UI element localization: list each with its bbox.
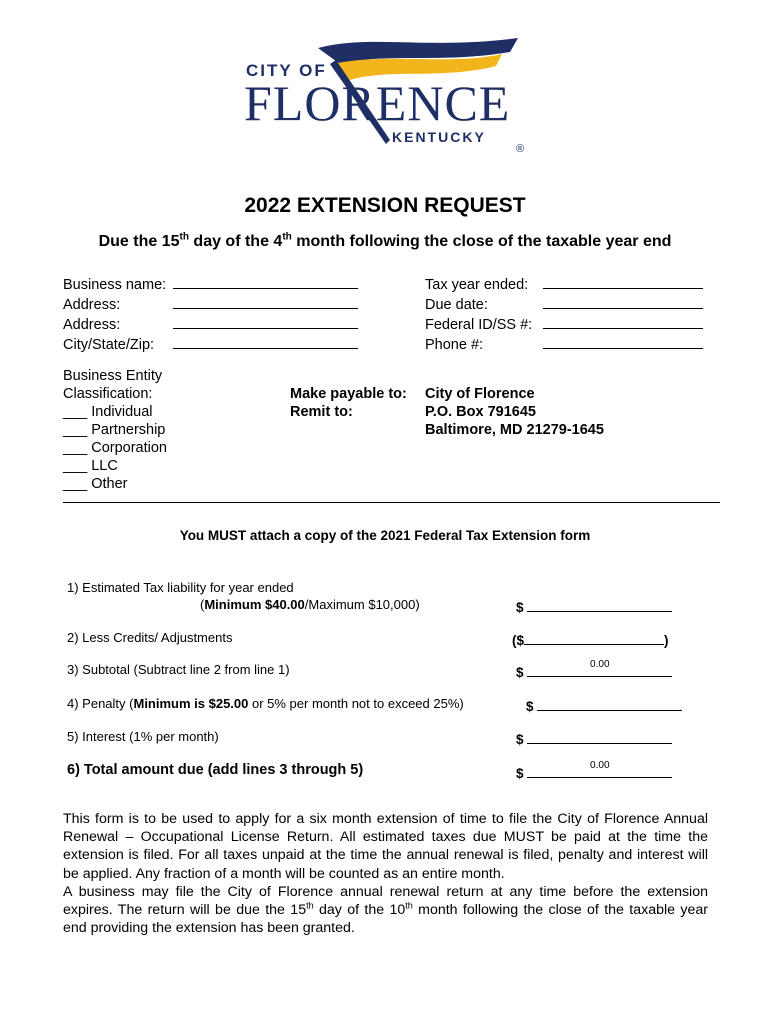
line6-label: 6) Total amount due (add lines 3 through 5) xyxy=(67,762,364,778)
payment-labels xyxy=(290,385,420,421)
federal-id-row xyxy=(425,314,710,334)
dollar-sign: $ xyxy=(526,699,534,714)
line1-minimum: Minimum $40.00 xyxy=(204,597,305,612)
para-sup: th xyxy=(306,900,314,911)
federal-id-label: Federal ID/SS #: xyxy=(425,317,533,333)
phone-input[interactable] xyxy=(543,334,703,349)
address1-label: Address: xyxy=(63,297,121,313)
tax-info-fields xyxy=(425,274,710,354)
subtitle-sup: th xyxy=(179,231,189,243)
line1-paren: ( xyxy=(200,597,205,612)
line5-label: 5) Interest (1% per month) xyxy=(67,729,219,744)
line1-amount xyxy=(516,596,672,615)
po-box: P.O. Box 791645 xyxy=(425,404,536,420)
line4-label xyxy=(67,696,464,711)
due-date-label: Due date: xyxy=(425,297,488,313)
phone-label: Phone #: xyxy=(425,337,484,353)
line4-minimum: Minimum is $25.00 xyxy=(133,696,249,711)
para-part: month following the close of the taxable year end providing the extension has been granted. xyxy=(63,902,708,937)
dollar-sign: $ xyxy=(516,766,524,781)
line3-amount xyxy=(516,661,672,680)
address2-row xyxy=(63,314,363,334)
line4-post: or 5% per month not to exceed 25%) xyxy=(248,696,464,711)
tax-year-row xyxy=(425,274,710,294)
line3-input[interactable] xyxy=(527,661,672,677)
subtitle-part: Due the 15 xyxy=(98,233,180,250)
form-title: 2022 EXTENSION REQUEST xyxy=(244,194,526,217)
tax-year-label: Tax year ended: xyxy=(425,277,529,293)
section-divider xyxy=(63,502,720,503)
due-date-input[interactable] xyxy=(543,294,703,309)
city-state-zip-label: City/State/Zip: xyxy=(63,337,155,353)
dollar-sign: $ xyxy=(516,665,524,680)
line1-input[interactable] xyxy=(527,596,672,612)
line6-input[interactable] xyxy=(527,762,672,778)
entity-option-other[interactable]: ___ Other xyxy=(63,476,128,492)
business-name-label: Business name: xyxy=(63,277,167,293)
business-name-input[interactable] xyxy=(173,274,358,289)
entity-option-individual[interactable]: ___ Individual xyxy=(63,404,153,420)
open-paren: ($ xyxy=(512,633,525,648)
payment-address xyxy=(425,385,715,439)
total-value: 0.00 xyxy=(590,760,610,771)
subtitle-sup: th xyxy=(282,231,292,243)
instructions-paragraph-2 xyxy=(63,883,708,938)
dollar-sign: $ xyxy=(516,732,524,747)
subtitle-part: day of the 4 xyxy=(188,233,283,250)
line4-amount xyxy=(526,695,682,714)
logo-city-of: CITY OF xyxy=(246,61,327,80)
federal-id-input[interactable] xyxy=(543,314,703,329)
form-subtitle xyxy=(0,233,770,251)
entity-classification xyxy=(63,367,263,493)
line1-sublabel xyxy=(200,597,420,612)
para-part: day of the 10 xyxy=(313,902,406,919)
flag-emblem-icon xyxy=(240,30,540,160)
city-logo xyxy=(240,30,540,160)
logo-kentucky: KENTUCKY xyxy=(392,129,486,145)
entity-heading: Classification: xyxy=(63,386,153,402)
subtotal-value: 0.00 xyxy=(590,659,610,670)
entity-heading: Business Entity xyxy=(63,368,163,384)
address2-input[interactable] xyxy=(173,314,358,329)
line5-amount xyxy=(516,728,672,747)
line1-maximum: /Maximum $10,000) xyxy=(304,597,420,612)
instructions-paragraph: This form is to be used to apply for a six month extension of time to file the City of Florence Annual Renewal – Occupational License Return. All estimated taxes due MUST be paid at the time the extension is filed. For all taxes unpaid at the time the annual renewal is filed, penalty and interest will be applied. Any fraction of a month will be counted as an entire month. xyxy=(63,811,708,882)
phone-row xyxy=(425,334,710,354)
entity-option-partnership[interactable]: ___ Partnership xyxy=(63,422,166,438)
line4-pre: 4) Penalty ( xyxy=(67,696,134,711)
payee-name: City of Florence xyxy=(425,386,535,402)
tax-year-input[interactable] xyxy=(543,274,703,289)
address1-input[interactable] xyxy=(173,294,358,309)
address2-label: Address: xyxy=(63,317,121,333)
entity-option-corporation[interactable]: ___ Corporation xyxy=(63,440,167,456)
city-state-zip-row xyxy=(63,334,363,354)
para-part: A business may file the City of Florence annual renewal return at any time before the extension expires. The return will be due the 15 xyxy=(63,883,708,919)
line6-amount xyxy=(516,762,672,781)
para-sup: th xyxy=(405,900,413,911)
remit-label: Remit to: xyxy=(290,404,353,420)
payee-city: Baltimore, MD 21279-1645 xyxy=(425,422,604,438)
payable-label: Make payable to: xyxy=(290,386,407,402)
address1-row xyxy=(63,294,363,314)
city-state-zip-input[interactable] xyxy=(173,334,358,349)
business-name-row xyxy=(63,274,363,294)
line4-input[interactable] xyxy=(537,695,682,711)
entity-option-llc[interactable]: ___ LLC xyxy=(63,458,118,474)
logo-florence: FLORENCE xyxy=(244,75,511,131)
business-info-fields xyxy=(63,274,363,354)
line2-amount xyxy=(512,629,669,648)
instructions xyxy=(63,810,708,937)
subtitle-part: month following the close of the taxable year end xyxy=(291,233,672,250)
line3-label: 3) Subtotal (Subtract line 2 from line 1) xyxy=(67,662,290,677)
line2-input[interactable] xyxy=(524,629,664,645)
due-date-row xyxy=(425,294,710,314)
line2-label: 2) Less Credits/ Adjustments xyxy=(67,630,233,645)
dollar-sign: $ xyxy=(516,600,524,615)
logo-registered-mark: ® xyxy=(516,143,525,155)
line1-label: 1) Estimated Tax liability for year ended xyxy=(67,580,294,595)
line5-input[interactable] xyxy=(527,728,672,744)
close-paren: ) xyxy=(664,633,669,648)
attach-notice: You MUST attach a copy of the 2021 Federal Tax Extension form xyxy=(179,528,591,543)
